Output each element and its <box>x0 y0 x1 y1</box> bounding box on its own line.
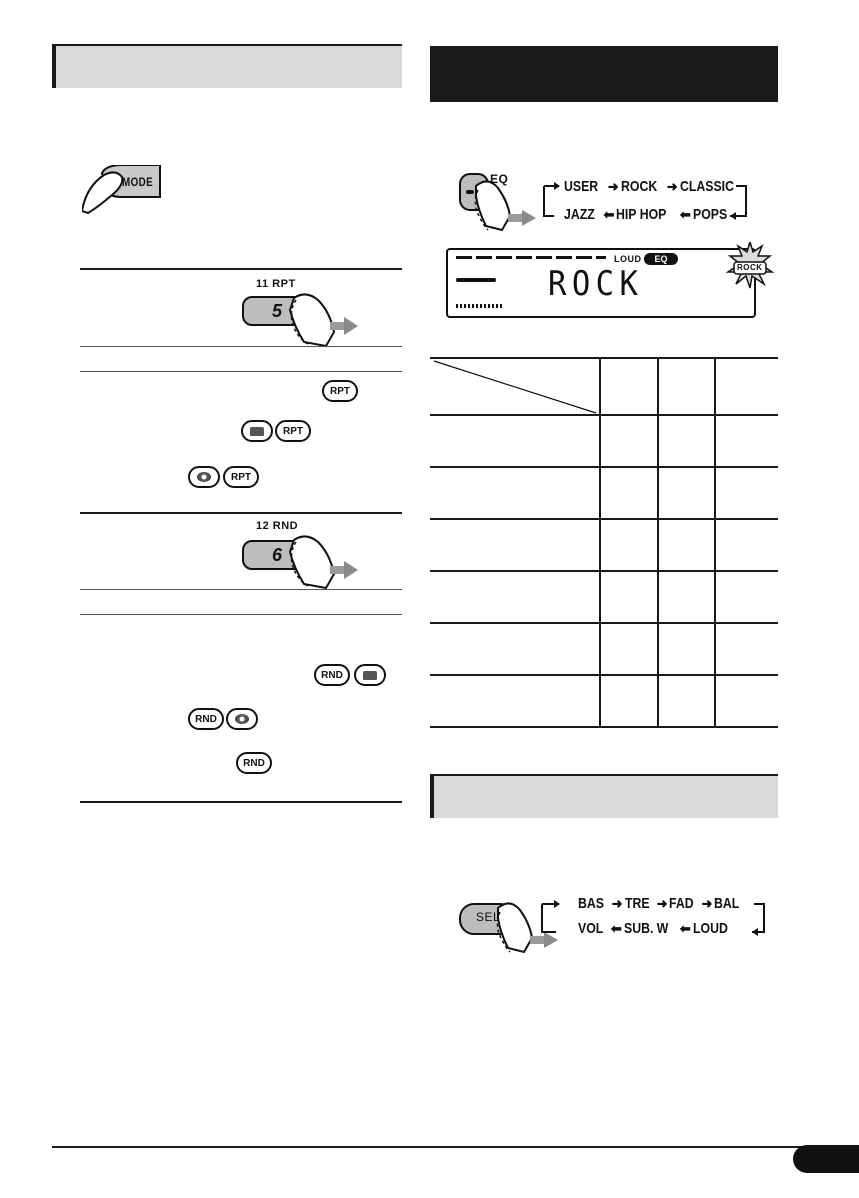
eq-option-pops: POPS <box>692 206 727 223</box>
sel-button-label: SEL <box>476 910 501 924</box>
sound-section-header <box>430 776 778 818</box>
random-finger <box>286 534 336 590</box>
table-row <box>430 519 778 571</box>
left-section-header <box>52 46 402 88</box>
rnd-indicator-2 <box>188 708 224 730</box>
sound-option-loud: LOUD <box>692 920 728 937</box>
sound-option-subw: SUB. W <box>623 920 669 937</box>
table-header-col-2 <box>658 359 716 415</box>
random-press-arrow <box>344 561 358 579</box>
random-mid-rule <box>80 589 402 590</box>
eq-option-jazz: JAZZ <box>564 206 595 223</box>
sound-option-bal: BAL <box>714 895 740 912</box>
table-row <box>430 675 778 727</box>
table-row <box>430 467 778 519</box>
table-row <box>430 623 778 675</box>
page-number-badge <box>793 1145 859 1173</box>
rpt-indicator-1 <box>322 380 358 402</box>
folder-indicator-2 <box>354 664 386 686</box>
eq-section-header <box>430 46 778 102</box>
repeat-press-arrow <box>344 317 358 335</box>
table-row <box>430 571 778 623</box>
eq-button-label: EQ <box>490 172 509 186</box>
random-bottom-rule <box>80 801 402 803</box>
eq-badge-label: ROCK <box>737 263 763 272</box>
rnd-indicator-3 <box>236 752 272 774</box>
lcd-eq-tag <box>644 253 678 265</box>
rpt-indicator-1-label: RPT <box>330 385 350 397</box>
eq-option-classic: CLASSIC <box>679 178 734 195</box>
sound-option-fad: FAD <box>669 895 695 912</box>
eq-option-rock: ROCK <box>620 178 657 195</box>
table-header-col-1 <box>600 359 658 415</box>
lcd-main-text: ROCK <box>548 264 644 304</box>
eq-settings-table <box>430 359 778 728</box>
rnd-indicator-1-label: RND <box>321 669 343 681</box>
eq-flow-row-2: JAZZ ⬅ HIP HOP ⬅ POPS <box>564 206 727 223</box>
sound-option-tre: TRE <box>624 895 650 912</box>
repeat-mid-rule <box>80 346 402 347</box>
eq-option-user: USER <box>564 178 599 195</box>
disc-indicator <box>188 466 220 488</box>
disc-indicator-2 <box>226 708 258 730</box>
table-header-corner <box>430 359 600 415</box>
random-mid-rule-2 <box>80 614 402 615</box>
lcd-display <box>446 248 756 318</box>
sound-section-header-edge <box>430 776 434 818</box>
rpt-indicator-3-label: RPT <box>231 471 251 483</box>
random-press-arrow-bar <box>330 566 344 574</box>
repeat-key-caption: 11 RPT <box>256 278 296 290</box>
random-key-caption: 12 RND <box>256 520 299 532</box>
repeat-mid-rule-2 <box>80 371 402 372</box>
sound-section-header-top <box>430 774 778 776</box>
repeat-key-number: 5 <box>271 300 282 321</box>
folder-indicator <box>241 420 273 442</box>
lcd-top-segments <box>456 256 606 259</box>
rnd-indicator-2-label: RND <box>195 713 217 725</box>
sound-flow-row-1: BAS ➜ TRE ➜ FAD ➜ BAL <box>578 895 740 912</box>
rpt-indicator-3 <box>223 466 259 488</box>
eq-badge-sparkle <box>724 242 776 302</box>
random-top-rule <box>80 512 402 514</box>
rpt-indicator-2 <box>275 420 311 442</box>
lcd-eq-label: EQ <box>654 254 668 264</box>
left-section-header-top <box>52 44 402 46</box>
random-key-number: 6 <box>271 544 282 565</box>
sound-option-bas: BAS <box>578 895 604 912</box>
left-section-header-edge <box>52 46 56 88</box>
repeat-top-rule <box>80 268 402 270</box>
footer-rule <box>52 1146 859 1148</box>
sound-flow-row-2: VOL ⬅ SUB. W ⬅ LOUD <box>578 920 728 937</box>
table-header-col-3 <box>715 359 778 415</box>
mode-button-label: MODE <box>122 175 154 189</box>
lcd-loud-label: LOUD <box>614 254 642 264</box>
table-row <box>430 415 778 467</box>
eq-flow-row-1: USER ➜ ROCK ➜ CLASSIC <box>564 178 734 195</box>
rnd-indicator-1 <box>314 664 350 686</box>
repeat-finger <box>286 292 336 348</box>
table-header-row <box>430 359 778 415</box>
rnd-indicator-3-label: RND <box>243 757 265 769</box>
lcd-left-bar <box>456 278 496 282</box>
lcd-bottom-segments <box>456 304 502 308</box>
eq-option-hiphop: HIP HOP <box>616 206 667 223</box>
sound-option-vol: VOL <box>578 920 604 937</box>
rpt-indicator-2-label: RPT <box>283 425 303 437</box>
repeat-press-arrow-bar <box>330 322 344 330</box>
mode-button-illustration <box>82 165 164 215</box>
